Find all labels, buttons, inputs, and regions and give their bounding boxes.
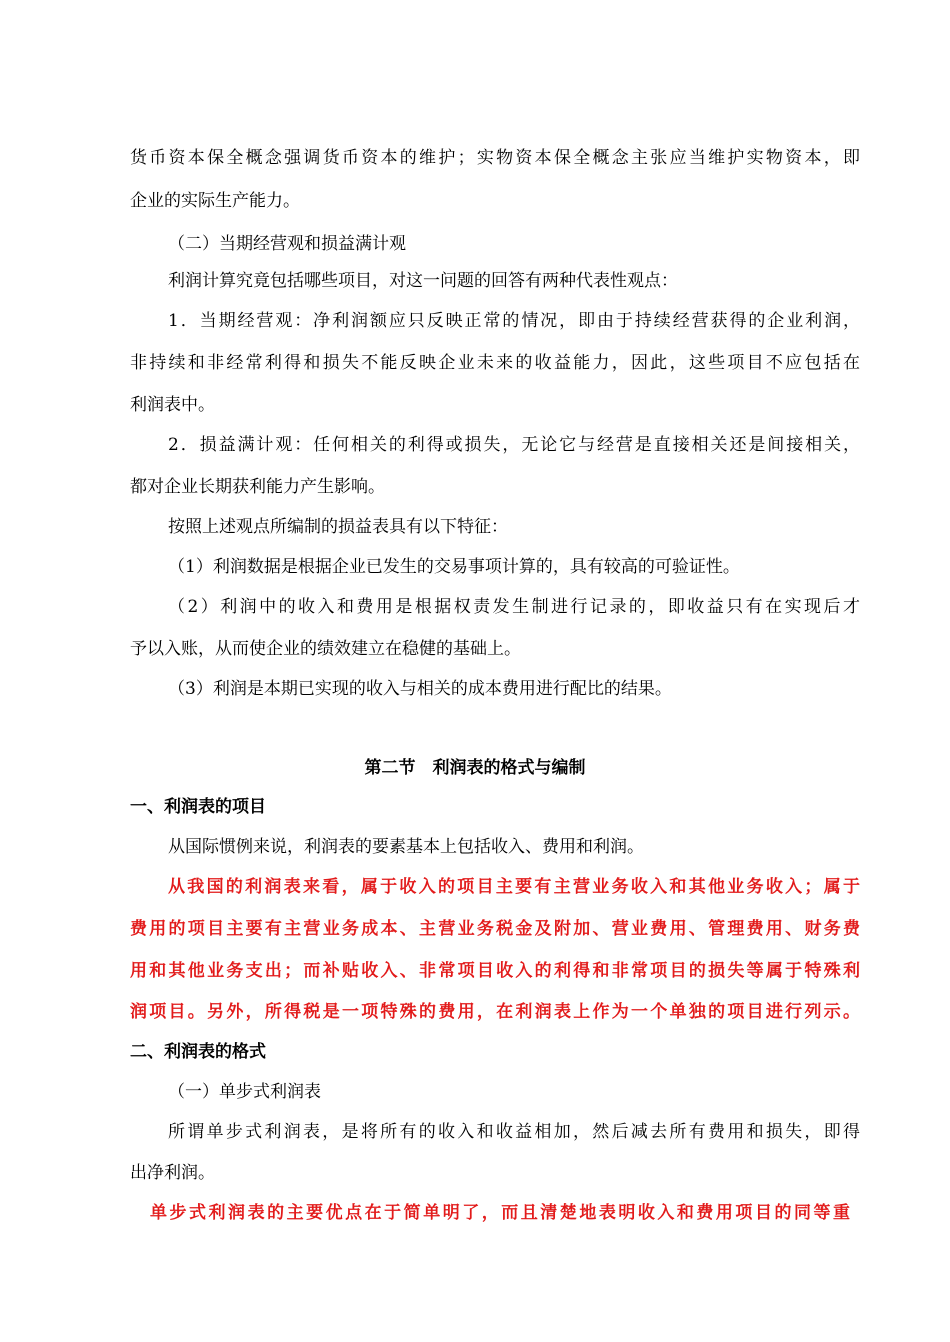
body-line: 1．当期经营观：净利润额应只反映正常的情况，即由于持续经营获得的企业利润， [168,311,860,331]
body-line: 按照上述观点所编制的损益表具有以下特征： [168,517,508,537]
section-heading: 二、利润表的格式 [130,1042,266,1062]
section-title: 第二节 利润表的格式与编制 [364,758,586,778]
body-line: 从国际惯例来说，利润表的要素基本上包括收入、费用和利润。 [168,837,644,857]
body-line: 都对企业长期获利能力产生影响。 [130,477,385,497]
subsection-heading: （一）单步式利润表 [168,1082,321,1102]
list-item: （2）利润中的收入和费用是根据权责发生制进行记录的，即收益只有在实现后才 [168,597,860,617]
highlight-line: 润项目。另外，所得税是一项特殊的费用，在利润表上作为一个单独的项目进行列示。 [130,1002,860,1022]
list-item: （1）利润数据是根据企业已发生的交易事项计算的，具有较高的可验证性。 [168,557,740,577]
body-line: 予以入账，从而使企业的绩效建立在稳健的基础上。 [130,639,521,659]
body-line: 利润计算究竟包括哪些项目，对这一问题的回答有两种代表性观点： [168,271,678,291]
body-line: 非持续和非经常利得和损失不能反映企业未来的收益能力，因此，这些项目不应包括在 [130,353,860,373]
body-line: 出净利润。 [130,1163,215,1183]
body-line: 所谓单步式利润表，是将所有的收入和收益相加，然后减去所有费用和损失，即得 [168,1122,860,1142]
body-line: 2．损益满计观：任何相关的利得或损失，无论它与经营是直接相关还是间接相关， [168,435,860,455]
highlight-line: 单步式利润表的主要优点在于简单明了，而且清楚地表明收入和费用项目的同等重 [150,1203,850,1223]
highlight-line: 用和其他业务支出；而补贴收入、非常项目收入的利得和非常项目的损失等属于特殊利 [130,961,860,981]
list-item: （3）利润是本期已实现的收入与相关的成本费用进行配比的结果。 [168,679,672,699]
body-line: 利润表中。 [130,395,215,415]
subsection-heading: （二）当期经营观和损益满计观 [168,234,406,254]
section-heading: 一、利润表的项目 [130,797,266,817]
highlight-line: 从我国的利润表来看，属于收入的项目主要有主营业务收入和其他业务收入；属于 [168,877,860,897]
highlight-line: 费用的项目主要有主营业务成本、主营业务税金及附加、营业费用、管理费用、财务费 [130,919,860,939]
body-line: 货币资本保全概念强调货币资本的维护；实物资本保全概念主张应当维护实物资本，即 [130,148,860,168]
body-line: 企业的实际生产能力。 [130,191,300,211]
